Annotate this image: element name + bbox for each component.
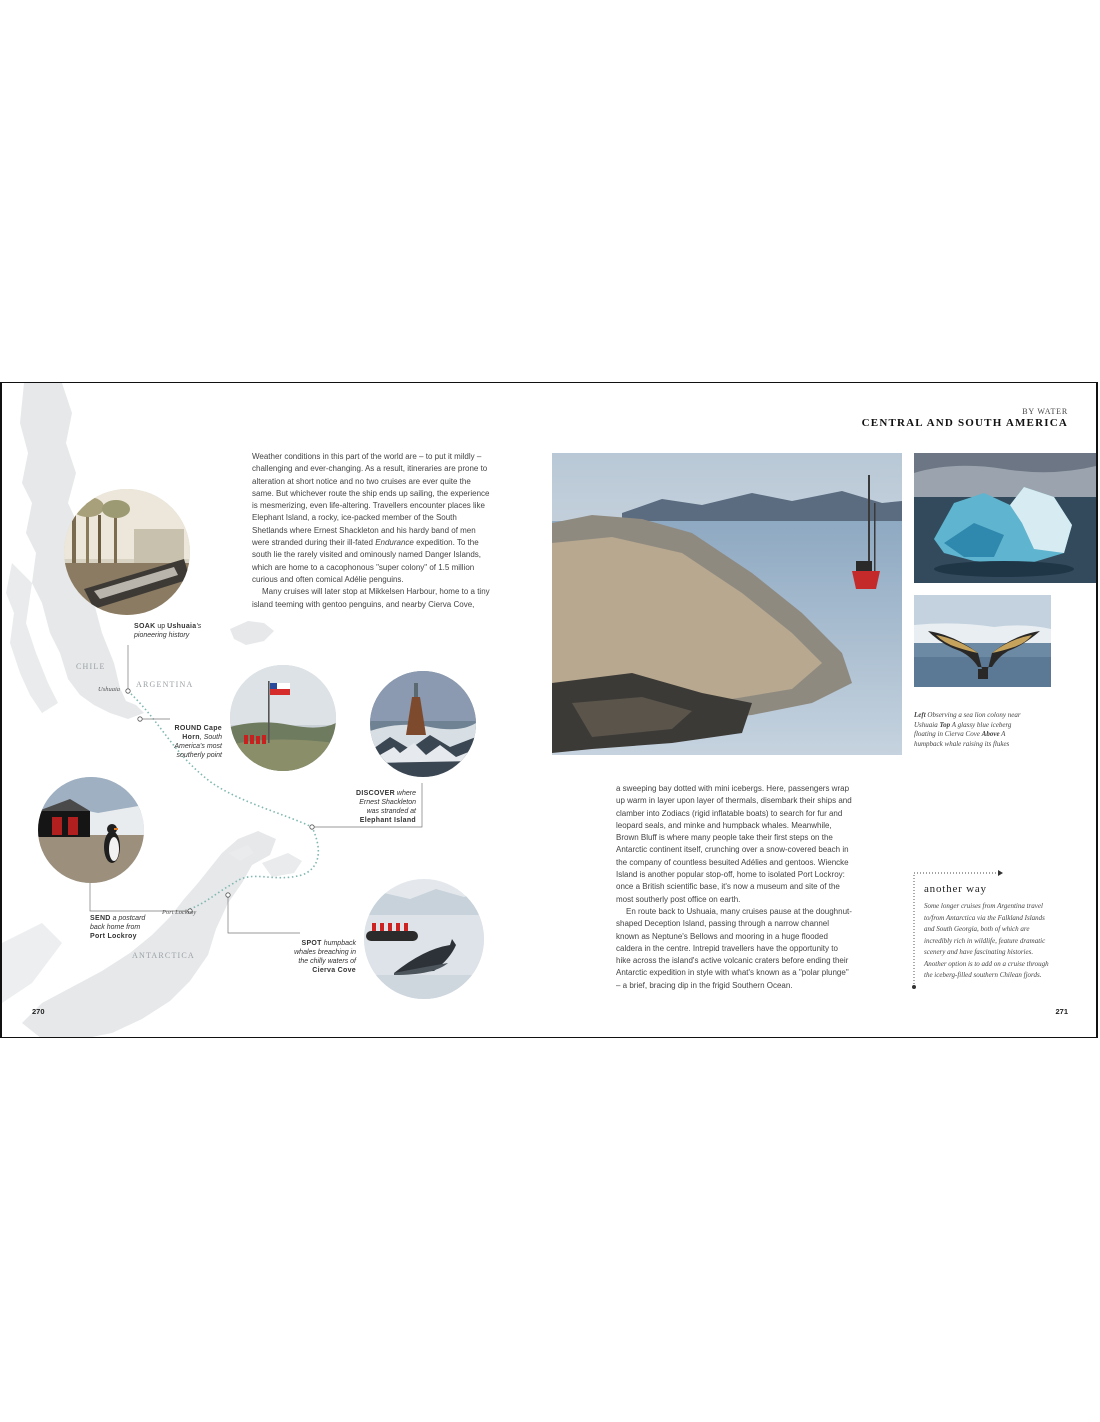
section-label: BY WATER [1022,407,1068,416]
another-way-text: Some longer cruises from Argentina travel to/from Antarctica via the Falkland Islands and South Georgia, both of which are incredibly rich in wildlife, feature dramatic scenery and have fascinating histories. Another option is to add on a cruise through the iceberg-filled southern Chilean fjords. [924,902,1049,979]
label-port-lockroy: Port Lockroy [162,909,197,916]
caption-spot: SPOT humpback whales breaching in the chilly waters of Cierva Cove [294,940,356,974]
photo-sea-lion-colony [552,453,902,755]
label-antarctica: ANTARCTICA [132,951,195,960]
photo-ushuaia-museum [64,489,190,615]
photo-humpback-flukes [914,595,1051,687]
book-spread [0,382,1098,1038]
section-title: CENTRAL AND SOUTH AMERICA [861,417,1068,429]
right-paragraph-1: a sweeping bay dotted with mini icebergs. Here, passengers wrap up warm in layer upon layer of thermals, disembark their ships and clamber into Zodiacs (rigid inflatable boats) to search for fur and leopard seals, and minke and humpback whales. Meanwhile, Brown Bluff is where many people take their first steps on the Antarctic continent itself, crunching over a snow-covered beach in the company of countless besuited Adélies and gentoos. Wiencke Island is another popular stop-off, home to isolated Port Lockroy: once a British scientific base, it's now a museum and site of the most southerly post office on earth. [616,784,852,904]
folio-left: 270 [32,1007,45,1016]
left-body-text [252,451,490,611]
folio-right: 271 [1055,1007,1068,1016]
caption-send: SEND a postcard back home from Port Lockroy [90,915,146,940]
label-ushuaia: Ushuaia [98,686,121,693]
photo-port-lockroy [38,777,144,883]
falkland-islands [230,621,274,645]
caption-discover: DISCOVER where Ernest Shackleton was stranded at Elephant Island [356,790,416,824]
photo-cierva-cove [364,879,484,999]
label-argentina: ARGENTINA [136,680,194,689]
label-chile: CHILE [76,662,106,671]
photo-caption: Left Observing a sea lion colony near Ushuaia Top A glassy blue iceberg floating in Cierva Cove Above A humpback whale raising its flukes [914,711,1021,748]
caption-round: ROUND Cape Horn, South America's most southerly point [174,725,222,759]
left-paragraph-1: Weather conditions in this part of the world are – to put it mildly – challenging and ever-changing. As a result, itineraries are prone to alteration at short notice and no two cruises are ever quite the same. But whichever route the ship ends up sailing, the experience is mesmerizing, even life-altering. Travellers encounter places like Elephant Island, a rocky, ice-packed member of the South Shetlands where Ernest Shackleton and his hardy band of men were stranded during their ill-fated Endurance expedition. To the south lie the rarely visited and ominously named Danger Islands, which are home to a cacophonous "super colony" of 1.5 million curious and often comical Adélie penguins. [252,452,490,584]
photo-cape-horn [230,665,336,771]
caption-soak: SOAK up Ushuaia's pioneering history [134,623,202,639]
right-body-text [616,783,854,992]
left-paragraph-2: Many cruises will later stop at Mikkelsen Harbour, home to a tiny island teeming with gentoo penguins, and nearby Cierva Cove, [252,587,490,609]
right-paragraph-2: En route back to Ushuaia, many cruises pause at the doughnut-shaped Deception Island, passing through a narrow channel known as Neptune's Bellows and mooring in a huge flooded caldera in the centre. Intrepid travellers have the opportunity to hike across the island's active volcanic craters before ending their Antarctic expedition in style with what's known as a "polar plunge" – a brief, bracing dip in the frigid Southern Ocean. [616,906,852,990]
photo-blue-iceberg [914,453,1098,583]
another-way-title: another way [924,883,987,895]
photo-elephant-island [370,671,476,777]
